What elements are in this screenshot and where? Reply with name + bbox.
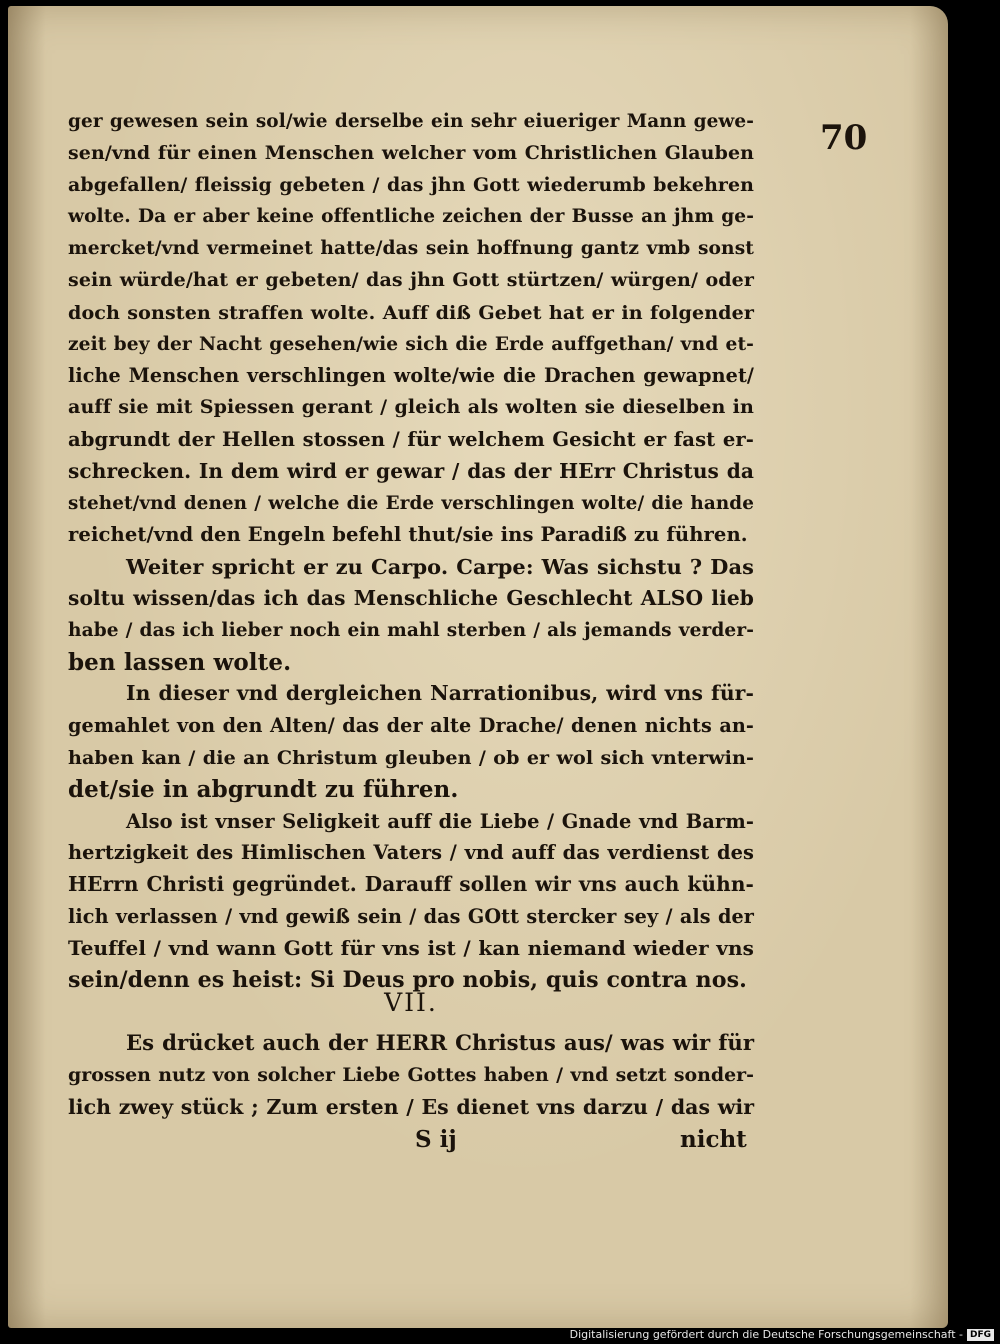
text-line: gemahlet von den Alten/ das der alte Drache/ denen nichts an-: [68, 714, 754, 738]
text-line: det/sie in abgrundt zu führen.: [68, 775, 459, 803]
text-line: grossen nutz von solcher Liebe Gottes haben / vnd setzt sonder-: [68, 1063, 754, 1086]
text-line: reichet/vnd den Engeln befehl thut/sie ins Paradiß zu führen.: [68, 523, 748, 547]
text-line: Teuffel / vnd wann Gott für vns ist / kan niemand wieder vns: [68, 935, 754, 960]
text-line: Also ist vnser Seligkeit auff die Liebe / Gnade vnd Barm-: [126, 809, 754, 833]
text-line: lich verlassen / vnd gewiß sein / das GOtt stercker sey / als der: [68, 904, 754, 928]
text-line: sen/vnd für einen Menschen welcher vom Christlichen Glauben: [68, 141, 754, 164]
text-line: stehet/vnd denen / welche die Erde verschlingen wolte/ die hande: [68, 492, 754, 514]
text-line: Weiter spricht er zu Carpo. Carpe: Was sichstu ? Das: [126, 554, 754, 580]
text-line: zeit bey der Nacht gesehen/wie sich die Erde auffgethan/ vnd et-: [68, 333, 754, 355]
main-text-block: [68, 106, 754, 996]
text-line: wolte. Da er aber keine offentliche zeichen der Busse an jhm ge-: [68, 206, 754, 228]
text-line: haben kan / die an Christum gleuben / ob er wol sich vnterwin-: [68, 745, 754, 769]
text-line: mercket/vnd vermeinet hatte/das sein hoffnung gantz vmb sonst: [68, 238, 754, 260]
text-line: sein/denn es heist: Si Deus pro nobis, quis contra nos.: [68, 966, 747, 993]
text-line: soltu wissen/das ich das Menschliche Geschlecht ALSO lieb: [68, 585, 754, 610]
text-line: habe / das ich lieber noch ein mahl sterben / als jemands verder-: [68, 619, 754, 641]
text-line: doch sonsten straffen wolte. Auff diß Gebet hat er in folgender: [68, 300, 754, 324]
dfg-logo: DFG: [967, 1329, 994, 1341]
credit-text: Digitalisierung gefördert durch die Deutsche Forschungsgemeinschaft -: [569, 1328, 963, 1341]
text-line: ger gewesen sein sol/wie derselbe ein sehr eiueriger Mann gewe-: [68, 111, 754, 132]
section-text-block: [68, 1028, 754, 1123]
book-page: [8, 6, 948, 1328]
text-line: abgrundt der Hellen stossen / für welchem Gesicht er fast er-: [68, 427, 754, 451]
text-line: schrecken. In dem wird er gewar / das der HErr Christus da: [68, 458, 754, 483]
text-line: liche Menschen verschlingen wolte/wie die Drachen gewapnet/: [68, 364, 754, 388]
text-line: Es drücket auch der HERR Christus aus/ was wir für: [126, 1031, 754, 1056]
signature-mark: S ij: [415, 1126, 457, 1153]
text-line: sein würde/hat er gebeten/ das jhn Gott stürtzen/ würgen/ oder: [68, 268, 754, 291]
text-line: lich zwey stück ; Zum ersten / Es dienet vns darzu / das wir: [68, 1094, 754, 1119]
text-line: hertzigkeit des Himlischen Vaters / vnd auff das verdienst des: [68, 841, 754, 865]
section-heading: VII.: [384, 988, 438, 1017]
text-line: In dieser vnd dergleichen Narrationibus, wird vns für-: [126, 681, 754, 706]
page-number: 70: [820, 118, 868, 158]
digitization-credit: [0, 1326, 994, 1344]
text-line: abgefallen/ fleissig gebeten / das jhn Gott wiederumb bekehren: [68, 173, 754, 196]
text-line: ben lassen wolte.: [68, 648, 292, 676]
text-line: auff sie mit Spiessen gerant / gleich als wolten sie dieselben in: [68, 396, 754, 419]
catchword: nicht: [680, 1126, 747, 1153]
text-line: HErrn Christi gegründet. Darauff sollen wir vns auch kühn-: [68, 872, 754, 897]
